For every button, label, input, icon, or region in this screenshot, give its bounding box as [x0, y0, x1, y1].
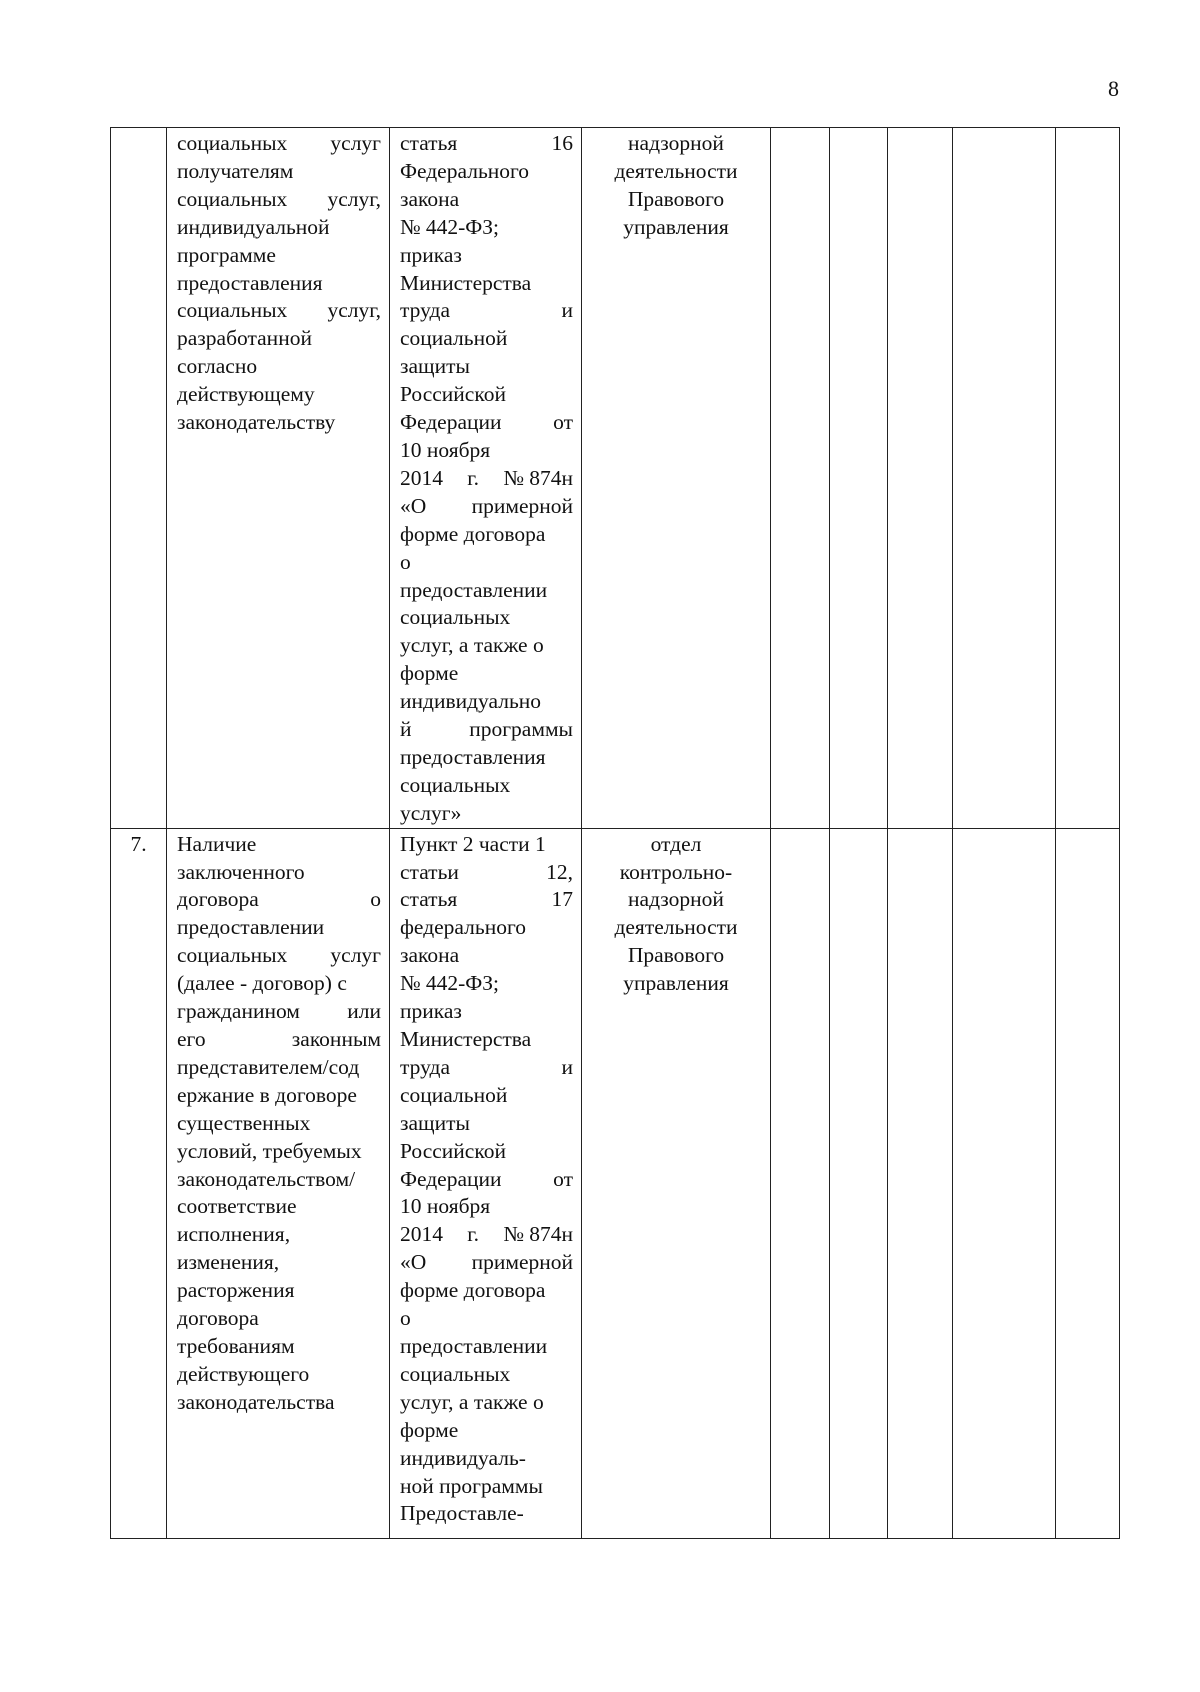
- text-fragment: гражданином: [177, 999, 300, 1024]
- text-fragment: предоставлении: [400, 577, 548, 602]
- text-line: [177, 1249, 381, 1277]
- text-fragment: социальных: [177, 298, 288, 323]
- text-line: [177, 1082, 381, 1110]
- text-fragment: законодательством/: [177, 1166, 356, 1191]
- empty-cell: [953, 828, 1056, 1538]
- text-line: [177, 158, 381, 186]
- text-line: [400, 688, 573, 716]
- text-line: [177, 942, 381, 970]
- text-line: [177, 1054, 381, 1082]
- text-fragment: закона: [400, 943, 460, 968]
- text-line: [177, 970, 381, 998]
- text-line: [400, 1333, 573, 1361]
- text-line: [400, 886, 573, 914]
- requirement-cell: [167, 828, 390, 1538]
- text-fragment: 2014: [400, 1222, 443, 1247]
- text-fragment: Российской: [400, 382, 506, 407]
- text-fragment: предоставления: [177, 270, 323, 295]
- text-line: [400, 859, 573, 887]
- text-fragment: № 874н: [503, 1222, 573, 1247]
- text-fragment: статья: [400, 131, 458, 155]
- text-fragment: Федерального: [400, 158, 530, 183]
- text-line: [400, 716, 573, 744]
- text-fragment: условий, требуемых: [177, 1138, 362, 1163]
- requirement-cell: [167, 128, 390, 829]
- text-fragment: социальных: [400, 1361, 511, 1386]
- text-fragment: Министерства: [400, 270, 532, 295]
- text-line: Правового: [627, 943, 725, 968]
- text-fragment: услуг: [330, 131, 381, 155]
- text-fragment: Предоставле-: [400, 1501, 524, 1526]
- text-fragment: соответствие: [177, 1194, 297, 1219]
- text-fragment: примерной: [471, 1250, 573, 1275]
- text-fragment: программе: [177, 242, 276, 267]
- text-line: [400, 1138, 573, 1166]
- text-fragment: представителем/сод: [177, 1054, 360, 1079]
- text-fragment: исполнения,: [177, 1222, 291, 1247]
- text-line: [177, 353, 381, 381]
- text-fragment: 10 ноября: [400, 1194, 491, 1219]
- text-fragment: приказ: [400, 242, 462, 267]
- text-fragment: «О: [400, 1250, 427, 1275]
- text-line: [400, 1082, 573, 1110]
- text-line: [177, 214, 381, 242]
- text-line: [400, 660, 573, 688]
- text-line: [400, 831, 573, 859]
- text-fragment: расторжения: [177, 1278, 295, 1303]
- text-line: надзорной: [628, 131, 724, 155]
- text-line: [177, 1333, 381, 1361]
- text-fragment: законным: [291, 1027, 381, 1051]
- empty-cell: [888, 828, 953, 1538]
- text-line: [177, 1026, 381, 1054]
- text-fragment: федерального: [400, 915, 526, 940]
- text-line: [400, 1500, 573, 1528]
- responsible-unit-cell: [582, 128, 771, 829]
- text-fragment: примерной: [471, 493, 573, 518]
- text-line: [177, 325, 381, 353]
- text-line: [177, 859, 381, 887]
- text-fragment: услуг: [330, 943, 381, 968]
- text-line: [177, 1221, 381, 1249]
- text-fragment: изменения,: [177, 1250, 280, 1275]
- text-fragment: (далее - договор) с: [177, 971, 347, 996]
- text-line: [400, 1221, 573, 1249]
- text-line: [400, 998, 573, 1026]
- text-fragment: законодательству: [177, 410, 336, 435]
- text-line: [400, 970, 573, 998]
- text-fragment: и: [561, 1054, 573, 1079]
- empty-cell: [1056, 828, 1120, 1538]
- text-fragment: предоставления: [400, 744, 546, 769]
- text-line: [400, 1026, 573, 1054]
- text-line: [400, 130, 573, 158]
- text-fragment: 10 ноября: [400, 437, 491, 462]
- text-fragment: социальной: [400, 1082, 508, 1107]
- row-number: 7.: [130, 831, 147, 856]
- text-fragment: о: [400, 549, 411, 574]
- text-fragment: предоставлении: [400, 1333, 548, 1358]
- text-line: [400, 437, 573, 465]
- empty-cell: [830, 828, 888, 1538]
- responsible-unit-cell: [582, 828, 771, 1538]
- text-line: [400, 1166, 573, 1194]
- text-fragment: № 874н: [503, 465, 573, 490]
- text-line: [177, 998, 381, 1026]
- text-fragment: 16: [551, 131, 573, 155]
- text-fragment: его: [177, 1027, 206, 1051]
- text-fragment: о: [370, 887, 381, 912]
- text-fragment: индивидуальной: [177, 214, 330, 239]
- text-fragment: или: [347, 999, 381, 1024]
- text-line: [400, 325, 573, 353]
- text-fragment: услуг,: [327, 186, 381, 211]
- text-line: отдел: [650, 831, 702, 856]
- text-line: [400, 493, 573, 521]
- text-fragment: социальных: [400, 772, 511, 797]
- text-fragment: существенных: [177, 1110, 311, 1135]
- text-line: [177, 1166, 381, 1194]
- text-fragment: форме: [400, 1417, 459, 1442]
- text-line: [400, 465, 573, 493]
- text-fragment: получателям: [177, 158, 294, 183]
- text-line: [400, 1473, 573, 1501]
- text-fragment: Федерации: [400, 1166, 502, 1191]
- text-fragment: ержание в договоре: [177, 1082, 357, 1107]
- text-fragment: от: [553, 1166, 573, 1191]
- text-fragment: требованиям: [177, 1333, 295, 1358]
- text-fragment: социальных: [177, 186, 288, 211]
- text-line: [400, 1249, 573, 1277]
- text-fragment: предоставлении: [177, 915, 325, 940]
- table-row: [111, 128, 1120, 829]
- text-fragment: 12,: [546, 859, 573, 884]
- text-fragment: Российской: [400, 1138, 506, 1163]
- text-fragment: № 442-ФЗ;: [400, 971, 500, 996]
- text-line: [400, 577, 573, 605]
- text-fragment: 2014: [400, 465, 443, 490]
- text-line: [400, 914, 573, 942]
- text-line: [400, 521, 573, 549]
- empty-cell: [830, 128, 888, 829]
- text-line: [400, 186, 573, 214]
- text-line: [400, 800, 573, 828]
- text-fragment: договора: [177, 887, 259, 912]
- text-line: [177, 409, 381, 437]
- text-fragment: индивидуаль-: [400, 1445, 526, 1470]
- text-line: [177, 242, 381, 270]
- text-fragment: «О: [400, 493, 427, 518]
- text-line: [400, 242, 573, 270]
- text-fragment: труда: [400, 298, 451, 323]
- text-line: [400, 632, 573, 660]
- text-line: [177, 1138, 381, 1166]
- text-line: [177, 886, 381, 914]
- text-fragment: социальных: [177, 943, 288, 968]
- text-line: [400, 1389, 573, 1417]
- text-line: [400, 772, 573, 800]
- text-fragment: защиты: [400, 354, 470, 379]
- text-fragment: статья: [400, 887, 458, 912]
- text-line: [400, 353, 573, 381]
- text-line: [400, 270, 573, 298]
- text-line: деятельности: [614, 158, 738, 183]
- text-line: [177, 1361, 381, 1389]
- text-line: [177, 831, 381, 859]
- text-fragment: услуг,: [327, 298, 381, 323]
- text-fragment: и: [561, 298, 573, 323]
- empty-cell: [771, 828, 830, 1538]
- text-line: [177, 130, 381, 158]
- text-line: [177, 914, 381, 942]
- text-fragment: Федерации: [400, 410, 502, 435]
- text-fragment: форме договора: [400, 521, 546, 546]
- text-fragment: Наличие: [177, 831, 257, 856]
- text-line: [400, 744, 573, 772]
- text-line: [400, 381, 573, 409]
- row-number-cell: [111, 128, 167, 829]
- text-line: [400, 297, 573, 325]
- text-fragment: индивидуально: [400, 689, 542, 714]
- text-line: [400, 1445, 573, 1473]
- text-fragment: услуг»: [400, 800, 462, 825]
- text-fragment: г.: [467, 1222, 480, 1247]
- text-line: [177, 1110, 381, 1138]
- text-fragment: социальной: [400, 326, 508, 351]
- text-fragment: социальных: [400, 605, 511, 630]
- text-fragment: приказ: [400, 999, 462, 1024]
- text-line: [400, 1110, 573, 1138]
- text-fragment: согласно: [177, 354, 258, 379]
- text-line: [177, 186, 381, 214]
- table-row: [111, 828, 1120, 1538]
- empty-cell: [1056, 128, 1120, 829]
- text-line: [400, 604, 573, 632]
- text-fragment: услуг, а также о: [400, 633, 544, 658]
- text-fragment: закона: [400, 186, 460, 211]
- text-line: [177, 1277, 381, 1305]
- text-fragment: защиты: [400, 1110, 470, 1135]
- text-line: [177, 297, 381, 325]
- text-fragment: г.: [467, 465, 480, 490]
- text-fragment: труда: [400, 1054, 451, 1079]
- text-line: Правового: [627, 186, 725, 211]
- text-fragment: заключенного: [177, 859, 305, 884]
- legal-basis-cell: [390, 128, 582, 829]
- text-fragment: Министерства: [400, 1027, 532, 1051]
- text-line: [177, 1193, 381, 1221]
- text-line: [400, 1277, 573, 1305]
- text-fragment: законодательства: [177, 1389, 335, 1414]
- text-line: [400, 1054, 573, 1082]
- text-fragment: социальных: [177, 131, 288, 155]
- empty-cell: [888, 128, 953, 829]
- empty-cell: [771, 128, 830, 829]
- text-line: [400, 214, 573, 242]
- empty-cell: [953, 128, 1056, 829]
- text-fragment: № 442-ФЗ;: [400, 214, 500, 239]
- text-fragment: ной программы: [400, 1473, 543, 1498]
- text-line: [400, 1193, 573, 1221]
- text-line: [400, 1361, 573, 1389]
- text-fragment: разработанной: [177, 326, 312, 351]
- text-line: [400, 158, 573, 186]
- text-fragment: Пункт 2 части 1: [400, 831, 546, 856]
- text-line: [400, 409, 573, 437]
- text-line: [400, 549, 573, 577]
- text-fragment: программы: [469, 717, 573, 742]
- page-number: 8: [1108, 76, 1119, 101]
- text-fragment: от: [553, 410, 573, 435]
- text-line: [177, 1305, 381, 1333]
- text-fragment: форме договора: [400, 1278, 546, 1303]
- text-fragment: форме: [400, 661, 459, 686]
- checklist-table: [110, 127, 1120, 1539]
- text-fragment: статьи: [400, 859, 459, 884]
- text-line: [177, 381, 381, 409]
- text-line: надзорной: [628, 887, 724, 912]
- text-line: [400, 942, 573, 970]
- text-fragment: договора: [177, 1306, 259, 1331]
- text-line: управления: [623, 971, 729, 996]
- text-fragment: о: [400, 1306, 411, 1331]
- text-line: [177, 1389, 381, 1417]
- text-line: управления: [623, 214, 729, 239]
- text-line: [400, 1305, 573, 1333]
- text-fragment: 17: [551, 887, 573, 912]
- text-fragment: услуг, а также о: [400, 1389, 544, 1414]
- text-fragment: действующему: [177, 382, 315, 407]
- text-line: [177, 270, 381, 298]
- row-number-cell: [111, 828, 167, 1538]
- text-fragment: й: [400, 717, 412, 742]
- text-line: деятельности: [614, 915, 738, 940]
- text-fragment: действующего: [177, 1361, 310, 1386]
- text-line: [400, 1417, 573, 1445]
- legal-basis-cell: [390, 828, 582, 1538]
- text-line: контрольно-: [619, 859, 733, 884]
